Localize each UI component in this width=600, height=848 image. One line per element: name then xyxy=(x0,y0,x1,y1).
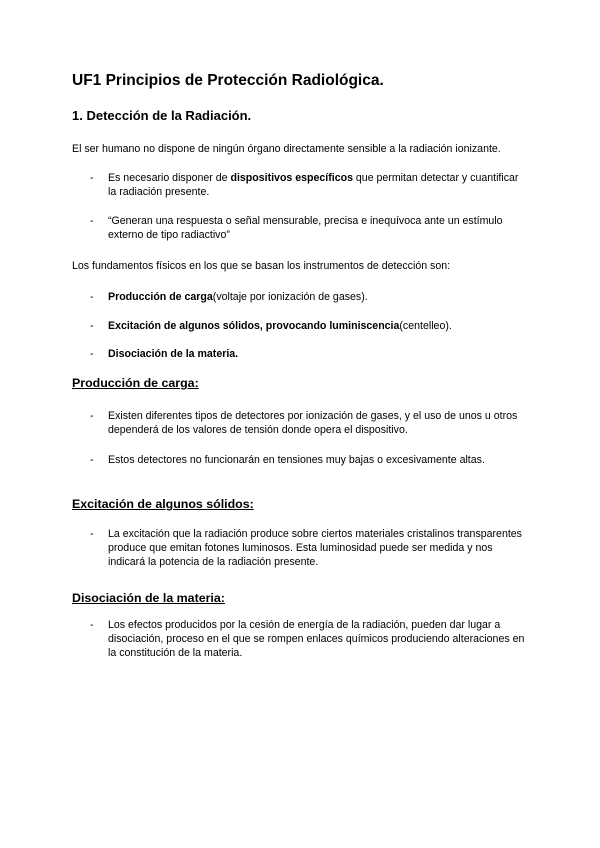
section-heading-disociacion: Disociación de la materia: xyxy=(72,591,225,605)
bullet-dash: - xyxy=(90,619,94,631)
list-item-text: Estos detectores no funcionarán en tensiones muy bajas o excesivamente altas. xyxy=(108,454,485,466)
fundamentals-intro: Los fundamentos físicos en los que se basan los instrumentos de detección son: xyxy=(72,260,451,272)
bullet-dash: - xyxy=(90,215,94,227)
list-item-text: La excitación que la radiación produce sobre ciertos materiales cristalinos transparentes produce que emitan fotones luminosos. Esta luminosidad puede ser medida y nos indicará la potencia de la radiación presente. xyxy=(108,528,522,568)
document-page: UF1 Principios de Protección Radiológica. 1. Detección de la Radiación. El ser humano no dispone de ningún órgano directamente sensible a la radiación ionizante. - Es necesario disponer de dispositivos específicos que permitan detectar y cuantificar la radiación presente. - “Generan una respuesta o señal mensurable, precisa e inequívoca ante un estímulo externo de tipo radiactivo” Los fundamentos físicos en los que se basan los instrumentos de detección son: - Producción de carga(voltaje por ionización de gases). - Excitación de algunos sólidos, provocando luminiscencia(centelleo). - Disociación de la materia. Producción de carga: - Existen diferentes tipos de detectores por ionización de gases, y el uso de unos u otros dependerá de los valores de tensión donde opera el dispositivo. - Estos detectores no funcionarán en tensiones muy bajas o excesivamente altas. Excitación de algunos sólidos: - La excitación que la radiación produce sobre ciertos materiales cristalinos transparentes produce que emitan fotones luminosos. Esta luminosidad puede ser medida y nos indicará la potencia de la radiación presente. Disociación de la materia: - Los efectos producidos por la cesión de energía de la radiación, pueden dar lugar a disociación, proceso en el que se rompen enlaces químicos produciendo alteraciones en la constitución de la materia. xyxy=(0,0,600,848)
list-item-text: Es necesario disponer de dispositivos específicos que permitan detectar y cuantificar la radiación presente. xyxy=(108,172,519,198)
bullet-dash: - xyxy=(90,410,94,422)
list-item-text: Existen diferentes tipos de detectores por ionización de gases, y el uso de unos u otros dependerá de los valores de tensión donde opera el dispositivo. xyxy=(108,410,518,436)
quote-text: “Generan una respuesta o señal mensurable, precisa e inequívoca ante un estímulo externo de tipo radiactivo” xyxy=(108,215,503,241)
bullet-dash: - xyxy=(90,291,94,303)
bullet-dash: - xyxy=(90,172,94,184)
section-heading-deteccion: 1. Detección de la Radiación. xyxy=(72,108,252,123)
bullet-dash: - xyxy=(90,528,94,540)
section-heading-excitacion: Excitación de algunos sólidos: xyxy=(72,497,254,511)
bold-term: Excitación de algunos sólidos, provocando luminiscencia xyxy=(108,320,400,332)
bold-term: Disociación de la materia. xyxy=(108,348,239,360)
bullet-dash: - xyxy=(90,348,94,360)
bold-term: dispositivos específicos xyxy=(230,172,353,184)
list-item-text: Los efectos producidos por la cesión de energía de la radiación, pueden dar lugar a disociación, proceso en el que se rompen enlaces químicos produciendo alteraciones en la constitución de la materia. xyxy=(108,619,525,659)
bold-term: Producción de carga xyxy=(108,291,213,303)
intro-paragraph: El ser humano no dispone de ningún órgano directamente sensible a la radiación ionizante. xyxy=(72,143,501,155)
section-heading-carga: Producción de carga: xyxy=(72,376,199,390)
bullet-dash: - xyxy=(90,320,94,332)
document-title: UF1 Principios de Protección Radiológica. xyxy=(72,72,384,89)
bullet-dash: - xyxy=(90,454,94,466)
